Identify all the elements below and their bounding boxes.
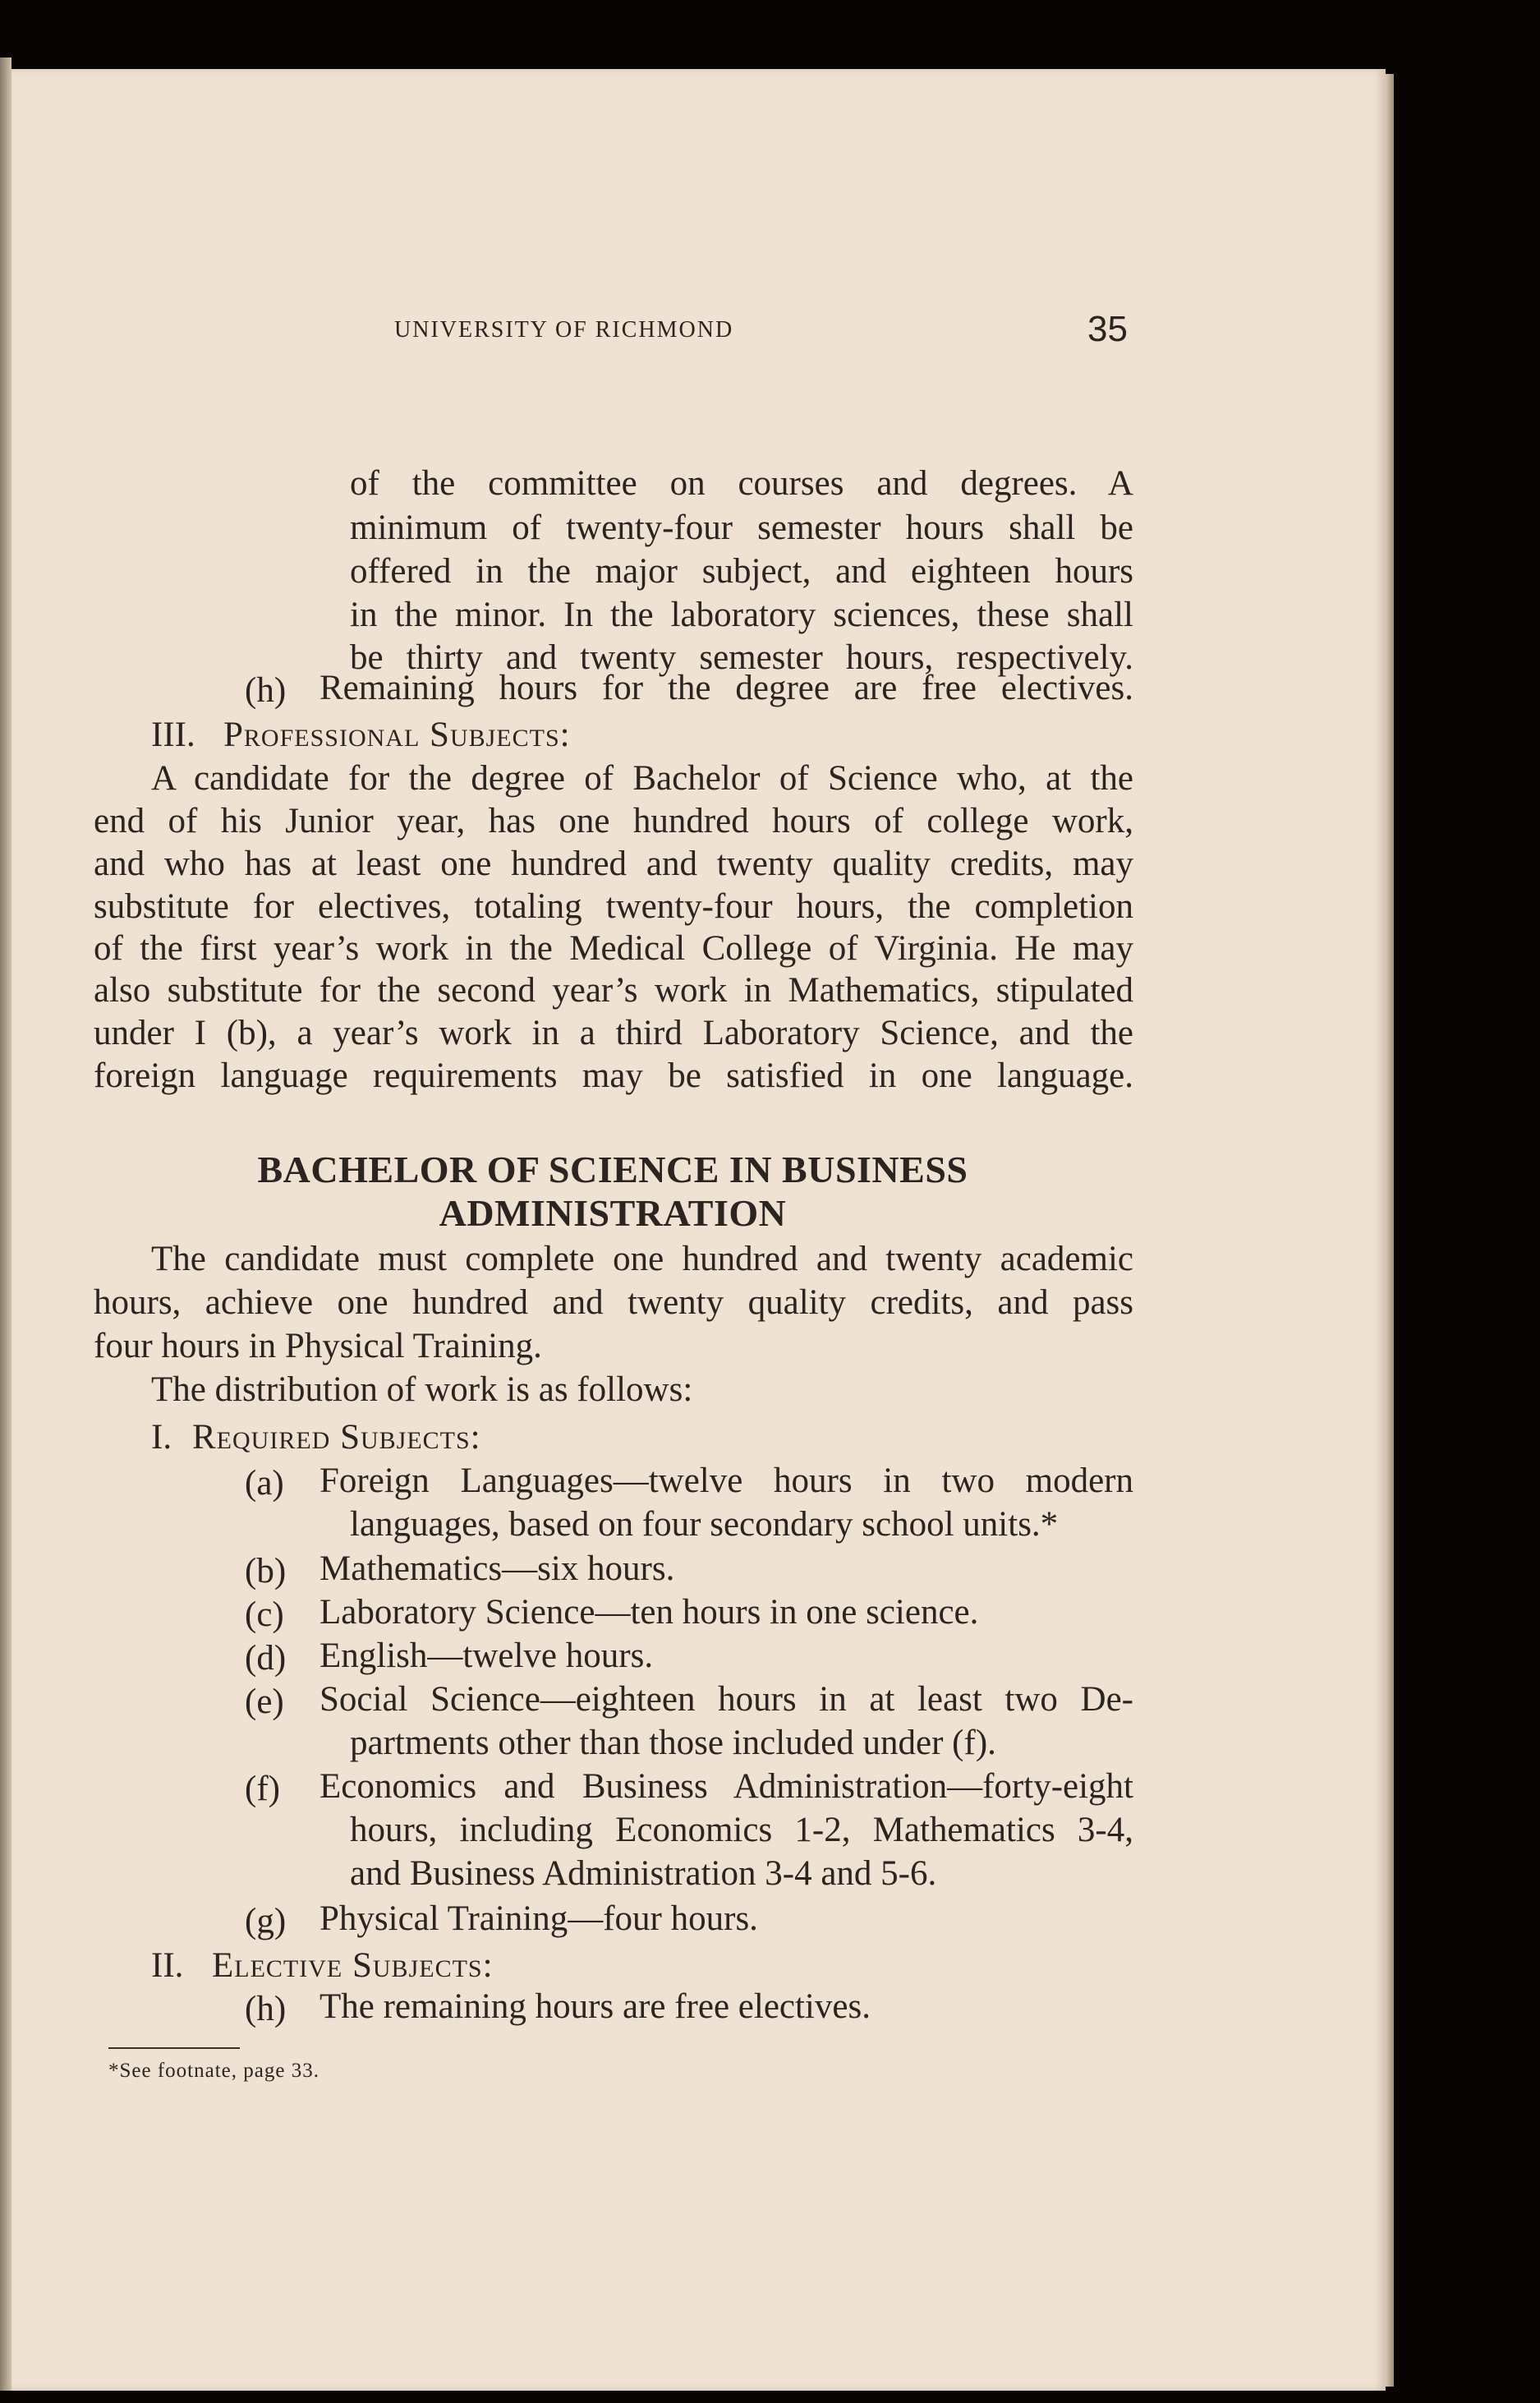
- section-heading-line-2: ADMINISTRATION: [439, 1192, 787, 1234]
- item-marker: (e): [245, 1683, 284, 1721]
- paragraph-line: under I (b), a year’s work in a third Laboratory Science, and the: [94, 1015, 1133, 1052]
- paragraph-line: in the minor. In the laboratory sciences, these shall: [350, 597, 1133, 634]
- paragraph-line: also substitute for the second year’s work in Mathematics, stipulated: [94, 973, 1133, 1010]
- distribution-line: The distribution of work is as follows:: [151, 1370, 693, 1409]
- paragraph-line: offered in the major subject, and eighteen hours: [350, 554, 1133, 591]
- item-text: Remaining hours for the degree are free electives.: [319, 670, 1133, 707]
- section-numeral: I.: [151, 1418, 172, 1457]
- paragraph-line: minimum of twenty-four semester hours shall be: [350, 510, 1133, 547]
- item-marker: (b): [245, 1552, 287, 1590]
- footnote-rule: [108, 2047, 240, 2049]
- paragraph-line: and who has at least one hundred and twenty quality credits, may: [94, 846, 1133, 883]
- section-label: Elective Subjects:: [212, 1946, 494, 1985]
- paragraph-line: of the first year’s work in the Medical College of Virginia. He may: [94, 931, 1133, 968]
- section-heading-line-1: BACHELOR OF SCIENCE IN BUSINESS: [257, 1149, 968, 1190]
- item-text: Economics and Business Administration—forty-eight: [319, 1769, 1133, 1806]
- item-text: Social Science—eighteen hours in at least two De-: [319, 1682, 1133, 1719]
- paragraph-line: substitute for electives, totaling twenty-four hours, the completion: [94, 889, 1133, 926]
- item-text: languages, based on four secondary school units.*: [350, 1505, 1059, 1544]
- page-sheet: [11, 69, 1386, 2391]
- item-text: The remaining hours are free electives.: [319, 1987, 871, 2026]
- item-text: English—twelve hours.: [319, 1637, 654, 1675]
- section-label: Required Subjects:: [192, 1418, 481, 1457]
- page-number: 35: [1087, 309, 1128, 349]
- section-numeral: II.: [151, 1946, 184, 1985]
- paragraph-line: hours, achieve one hundred and twenty quality credits, and pass: [94, 1285, 1133, 1322]
- paragraph-line: be thirty and twenty semester hours, respectively.: [350, 640, 1133, 677]
- item-marker: (g): [245, 1902, 287, 1940]
- item-text: and Business Administration 3-4 and 5-6.: [350, 1854, 937, 1893]
- page-text: [11, 69, 1386, 2391]
- item-marker: (a): [245, 1464, 284, 1503]
- item-text: Foreign Languages—twelve hours in two modern: [319, 1463, 1133, 1500]
- item-text: Laboratory Science—ten hours in one science.: [319, 1593, 979, 1632]
- item-text: Physical Training—four hours.: [319, 1899, 758, 1938]
- item-marker: (c): [245, 1595, 284, 1634]
- section-label: Professional Subjects:: [223, 716, 571, 754]
- paragraph-line: four hours in Physical Training.: [94, 1327, 542, 1365]
- paragraph-line: A candidate for the degree of Bachelor of Science who, at the: [151, 761, 1133, 798]
- paragraph-line: of the committee on courses and degrees. A: [350, 466, 1133, 503]
- item-marker: (f): [245, 1770, 280, 1808]
- section-numeral: III.: [151, 716, 195, 754]
- paragraph-line: end of his Junior year, has one hundred hours of college work,: [94, 803, 1133, 840]
- paragraph-line: foreign language requirements may be satisfied in one language.: [94, 1058, 1133, 1095]
- item-marker: (d): [245, 1639, 287, 1678]
- item-text: partments other than those included under (f).: [350, 1724, 996, 1762]
- item-text: Mathematics—six hours.: [319, 1549, 675, 1588]
- running-head: UNIVERSITY OF RICHMOND: [394, 317, 734, 343]
- item-marker: (h): [245, 1990, 287, 2028]
- item-marker: (h): [245, 671, 287, 710]
- footnote: *See footnate, page 33.: [108, 2060, 319, 2082]
- item-text: hours, including Economics 1-2, Mathematics 3-4,: [350, 1812, 1133, 1849]
- previous-page-edge: [0, 58, 11, 2391]
- paragraph-line: The candidate must complete one hundred and twenty academic: [151, 1241, 1133, 1278]
- page-edge: [1386, 74, 1394, 2387]
